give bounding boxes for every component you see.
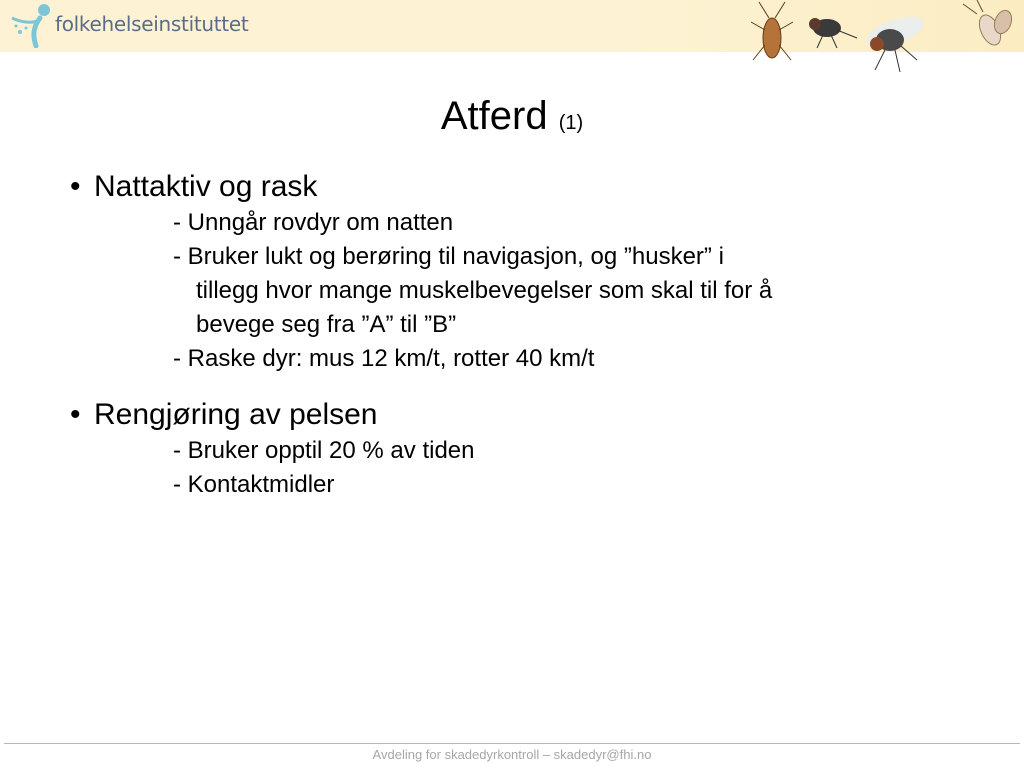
slide-content — [70, 168, 970, 502]
sub-item: - Kontaktmidler — [173, 471, 335, 498]
logo-text: folkehelseinstituttet — [55, 12, 249, 36]
housefly-icon — [863, 10, 928, 72]
fhi-logo-figure-icon — [6, 2, 54, 48]
section-rengjoring — [70, 396, 970, 502]
bullet-heading-text: Nattaktiv og rask — [94, 170, 318, 203]
footer-divider — [4, 743, 1020, 744]
bullet-dot: • — [70, 398, 81, 431]
cockroach-icon — [751, 2, 793, 60]
sub-item: - Bruker opptil 20 % av tiden — [173, 437, 475, 464]
bullet-heading — [70, 168, 970, 206]
fly-icon — [809, 18, 857, 48]
sub-item: - Bruker lukt og berøring til navigasjon, og ”husker” i — [173, 243, 724, 270]
sub-item: - Unngår rovdyr om natten — [173, 209, 454, 236]
section-nattaktiv — [70, 168, 970, 376]
slide-title-text: Atferd — [440, 94, 548, 138]
sub-item: - Raske dyr: mus 12 km/t, rotter 40 km/t — [173, 345, 595, 372]
slide-title-suffix: (1) — [558, 112, 584, 134]
sub-item-continuation: tillegg hvor mange muskelbevegelser som skal til for å — [196, 277, 773, 304]
footer-text: Avdeling for skadedyrkontroll – skadedyr@fhi.no — [372, 747, 652, 762]
sub-item-continuation: bevege seg fra ”A” til ”B” — [196, 311, 457, 338]
moth-icon — [963, 0, 1015, 48]
bullet-dot: • — [70, 170, 81, 203]
insects-illustration — [745, 0, 1024, 75]
header-banner — [0, 0, 1024, 52]
slide-title — [0, 92, 1024, 147]
bullet-heading — [70, 396, 970, 434]
bullet-heading-text: Rengjøring av pelsen — [94, 398, 378, 431]
